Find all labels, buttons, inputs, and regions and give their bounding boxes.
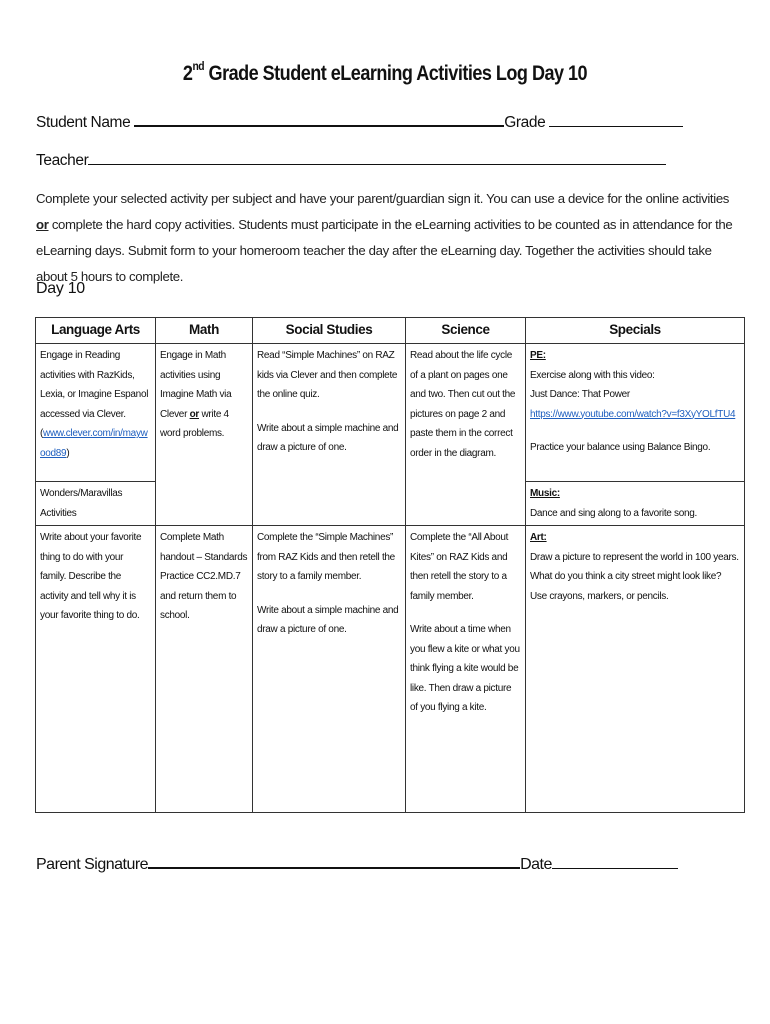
date-label: Date xyxy=(520,856,552,873)
activities-table xyxy=(35,317,745,813)
parent-signature-field[interactable] xyxy=(148,852,520,869)
teacher-field[interactable] xyxy=(88,149,666,165)
la-cell-1: Engage in Reading activities with RazKids, Lexia, or Imagine Espanol accessed via Clever. (www.clever.com/in/maywood89) xyxy=(36,344,156,482)
table-row xyxy=(36,344,745,482)
day-label: Day 10 xyxy=(36,280,85,297)
la-wonders-cell: Wonders/Maravillas Activities xyxy=(36,482,156,526)
grade-label: Grade xyxy=(504,114,546,131)
student-name-label: Student Name xyxy=(36,114,131,131)
table-header-row xyxy=(36,318,745,344)
header-language-arts: Language Arts xyxy=(36,318,156,344)
table-row xyxy=(36,526,745,813)
grade-field[interactable] xyxy=(549,111,683,127)
header-social-studies: Social Studies xyxy=(253,318,406,344)
teacher-label: Teacher xyxy=(36,152,89,169)
signature-row xyxy=(36,852,678,874)
parent-signature-label: Parent Signature xyxy=(36,856,149,873)
specials-art-cell: Art: Draw a picture to represent the world in 100 years. What do you think a city street might look like? Use crayons, markers, or pencils. xyxy=(526,526,745,813)
header-specials: Specials xyxy=(526,318,745,344)
instructions-paragraph: Complete your selected activity per subject and have your parent/guardian sign it. You can use a device for the online activities or complete the hard copy activities. Students must participate in the eLearning activities to be counted as in attendance for the eLearning days. Submit form to your homeroom teacher the day after the eLearning day. Together the activities should take about 5 hours to complete. xyxy=(36,191,733,284)
science-cell-1: Read about the life cycle of a plant on pages one and two. Then cut out the pictures on page 2 and paste them in the correct order in the diagram. xyxy=(406,344,526,526)
music-label: Music: xyxy=(530,488,560,499)
page-title: 2nd Grade Student eLearning Activities Log Day 10 xyxy=(182,59,588,85)
date-field[interactable] xyxy=(552,853,678,869)
ss-cell-2: Complete the “Simple Machines” from RAZ Kids and then retell the story to a family member. Write about a simple machine and draw a picture of one. xyxy=(253,526,406,813)
student-name-row xyxy=(36,110,683,132)
math-cell-1: Engage in Math activities using Imagine Math via Clever or write 4 word problems. xyxy=(156,344,253,526)
ss-cell-1: Read “Simple Machines” on RAZ kids via Clever and then complete the online quiz. Write about a simple machine and draw a picture of one. xyxy=(253,344,406,526)
teacher-row xyxy=(36,149,666,170)
specials-pe-cell: PE: Exercise along with this video: Just Dance: That Power https://www.youtube.com/watch?v=f3XyYOLfTU4 Practice your balance using Balance Bingo. xyxy=(526,344,745,482)
specials-music-cell: Music: Dance and sing along to a favorite song. xyxy=(526,482,745,526)
math-cell-2: Complete Math handout – Standards Practice CC2.MD.7 and return them to school. xyxy=(156,526,253,813)
pe-video-link[interactable]: https://www.youtube.com/watch?v=f3XyYOLfTU4 xyxy=(530,408,736,420)
la-cell-2: Write about your favorite thing to do with your family. Describe the activity and tell why it is your favorite thing to do. xyxy=(36,526,156,813)
header-science: Science xyxy=(406,318,526,344)
student-name-field[interactable] xyxy=(134,110,504,127)
art-label: Art: xyxy=(530,532,547,543)
science-cell-2: Complete the “All About Kites” on RAZ Kids and then retell the story to a family member. Write about a time when you flew a kite or what you think flying a kite would be like. Then draw a picture of you flying a kite. xyxy=(406,526,526,813)
pe-label: PE: xyxy=(530,350,546,361)
title-superscript: nd xyxy=(192,59,205,73)
clever-link[interactable]: www.clever.com/in/maywood89 xyxy=(40,428,148,459)
header-math: Math xyxy=(156,318,253,344)
